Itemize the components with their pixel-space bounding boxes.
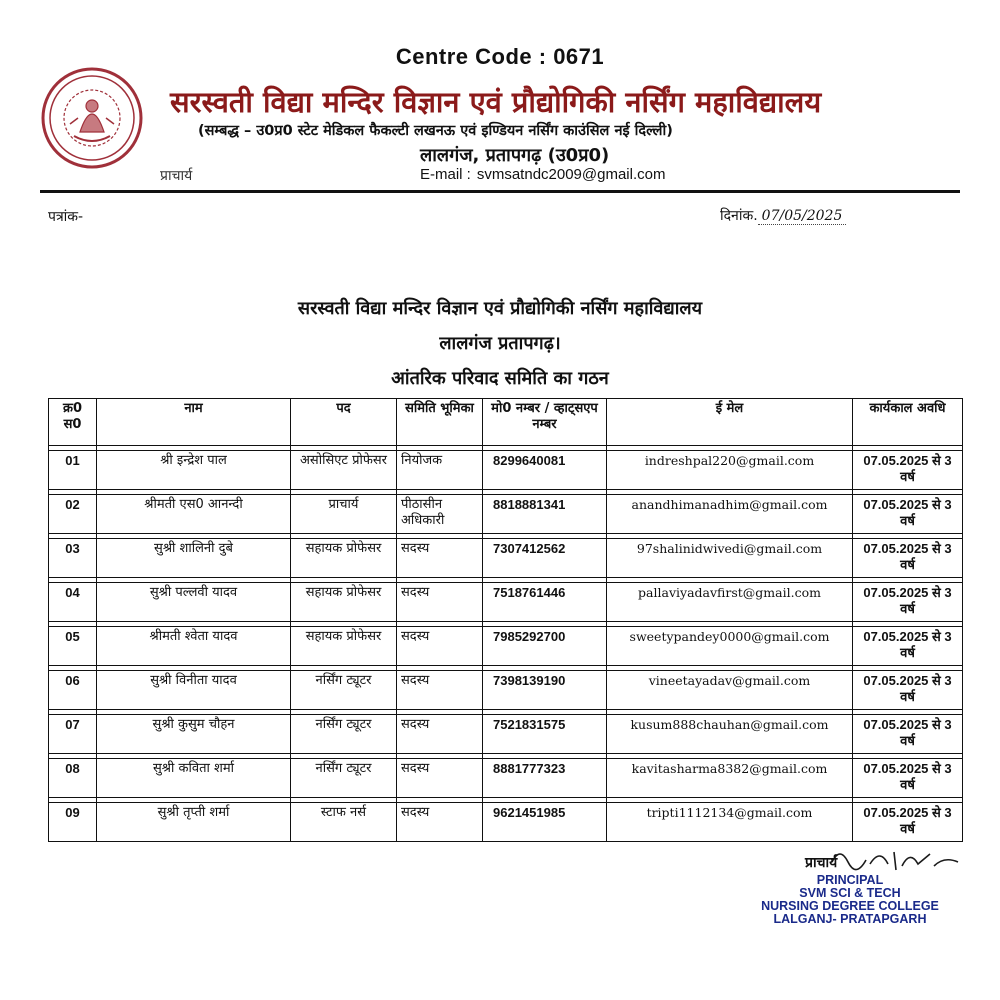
document-title-committee: आंतरिक परिवाद समिति का गठन [391,368,609,389]
document-title-college: सरस्वती विद्या मन्दिर विज्ञान एवं प्रौद्योगिकी नर्सिंग महाविद्यालय [297,298,703,319]
college-email [420,166,665,183]
seal-line-1: PRINCIPAL [816,873,884,887]
email-label: E-mail : [420,166,471,183]
header-name: नाम [97,399,291,446]
table-row [49,539,963,578]
cell-email: kusum888chauhan@gmail.com [607,715,853,754]
cell-post: नर्सिंग ट्यूटर [291,759,397,798]
cell-name: सुश्री कविता शर्मा [97,759,291,798]
cell-post: नर्सिंग ट्यूटर [291,715,397,754]
seal-line-4: LALGANJ- PRATAPGARH [773,912,927,926]
committee-table [48,398,963,842]
table-row [49,803,963,842]
cell-post: प्राचार्य [291,495,397,534]
cell-serial-no: 04 [49,583,97,622]
cell-tenure: 07.05.2025 से 3 वर्ष [853,671,963,710]
email-address: svmsatndc2009@gmail.com [476,166,666,183]
cell-email: 97shalinidwivedi@gmail.com [607,539,853,578]
cell-committee-role: पीठासीन अधिकारी [397,495,483,534]
table-row [49,627,963,666]
affiliation-text: (सम्बद्ध – उ0प्र0 स्टेट मेडिकल फैकल्टी लखनऊ एवं इण्डियन नर्सिंग काउंसिल नई दिल्ली) [198,123,673,139]
table-body [49,446,963,842]
date-label: दिनांक. [720,208,758,224]
cell-tenure: 07.05.2025 से 3 वर्ष [853,539,963,578]
college-logo-seal [40,66,144,170]
cell-serial-no: 06 [49,671,97,710]
cell-name: सुश्री शालिनी दुबे [97,539,291,578]
cell-post: नर्सिंग ट्यूटर [291,671,397,710]
centre-code: Centre Code : 0671 [395,44,605,69]
cell-serial-no: 02 [49,495,97,534]
cell-name: सुश्री विनीता यादव [97,671,291,710]
table-row [49,759,963,798]
cell-email: pallaviyadavfirst@gmail.com [607,583,853,622]
seal-line-3: NURSING DEGREE COLLEGE [761,899,939,913]
cell-mobile: 8818881341 [483,495,607,534]
table-row [49,583,963,622]
document-title-location: लालगंज प्रतापगढ़। [439,333,561,354]
cell-post: सहायक प्रोफेसर [291,583,397,622]
cell-email: sweetypandey0000@gmail.com [607,627,853,666]
cell-email: vineetayadav@gmail.com [607,671,853,710]
cell-tenure: 07.05.2025 से 3 वर्ष [853,495,963,534]
header-email: ई मेल [607,399,853,446]
cell-tenure: 07.05.2025 से 3 वर्ष [853,715,963,754]
cell-committee-role: सदस्य [397,803,483,842]
header-tenure: कार्यकाल अवधि [853,399,963,446]
table-row [49,495,963,534]
cell-name: सुश्री कुसुम चौहन [97,715,291,754]
cell-tenure: 07.05.2025 से 3 वर्ष [853,583,963,622]
table-row [49,671,963,710]
cell-committee-role: सदस्य [397,583,483,622]
principal-seal-stamp [740,874,960,926]
cell-serial-no: 09 [49,803,97,842]
letter-reference-label: पत्रांक- [48,209,84,225]
seal-line-2: SVM SCI & TECH [799,886,901,900]
college-name: सरस्वती विद्या मन्दिर विज्ञान एवं प्रौद्योगिकी नर्सिंग महाविद्यालय [170,85,822,119]
cell-mobile: 9621451985 [483,803,607,842]
table-row [49,715,963,754]
cell-committee-role: सदस्य [397,715,483,754]
cell-name: श्रीमती एस0 आनन्दी [97,495,291,534]
header-committee-role: समिति भूमिका [397,399,483,446]
cell-post: सहायक प्रोफेसर [291,539,397,578]
principal-signature-label: प्राचार्य [805,855,838,871]
cell-mobile: 7307412562 [483,539,607,578]
letter-date [720,206,846,225]
header-mobile: मो0 नम्बर / व्हाट्सएप नम्बर [483,399,607,446]
cell-serial-no: 07 [49,715,97,754]
principal-label: प्राचार्य [160,168,193,184]
cell-serial-no: 05 [49,627,97,666]
cell-mobile: 7985292700 [483,627,607,666]
header-divider [40,190,960,193]
cell-tenure: 07.05.2025 से 3 वर्ष [853,803,963,842]
cell-email: indreshpal220@gmail.com [607,451,853,490]
header-serial-no: क्र0 स0 [49,399,97,446]
cell-serial-no: 08 [49,759,97,798]
cell-tenure: 07.05.2025 से 3 वर्ष [853,451,963,490]
cell-committee-role: सदस्य [397,539,483,578]
cell-mobile: 7518761446 [483,583,607,622]
cell-tenure: 07.05.2025 से 3 वर्ष [853,627,963,666]
cell-mobile: 7521831575 [483,715,607,754]
college-location: लालगंज, प्रतापगढ़ (उ0प्र0) [420,145,610,166]
cell-committee-role: सदस्य [397,671,483,710]
cell-name: श्री इन्द्रेश पाल [97,451,291,490]
date-value: 07/05/2025 [758,208,847,225]
cell-post: सहायक प्रोफेसर [291,627,397,666]
cell-post: असोसिएट प्रोफेसर [291,451,397,490]
cell-mobile: 8881777323 [483,759,607,798]
header-post: पद [291,399,397,446]
cell-name: सुश्री पल्लवी यादव [97,583,291,622]
cell-name: सुश्री तृप्ती शर्मा [97,803,291,842]
cell-committee-role: सदस्य [397,759,483,798]
cell-email: kavitasharma8382@gmail.com [607,759,853,798]
cell-tenure: 07.05.2025 से 3 वर्ष [853,759,963,798]
cell-email: tripti1112134@gmail.com [607,803,853,842]
cell-name: श्रीमती श्वेता यादव [97,627,291,666]
cell-post: स्टाफ नर्स [291,803,397,842]
cell-email: anandhimanadhim@gmail.com [607,495,853,534]
cell-committee-role: नियोजक [397,451,483,490]
table-row [49,451,963,490]
table-header-row [49,399,963,446]
cell-serial-no: 01 [49,451,97,490]
cell-serial-no: 03 [49,539,97,578]
cell-mobile: 7398139190 [483,671,607,710]
cell-mobile: 8299640081 [483,451,607,490]
cell-committee-role: सदस्य [397,627,483,666]
